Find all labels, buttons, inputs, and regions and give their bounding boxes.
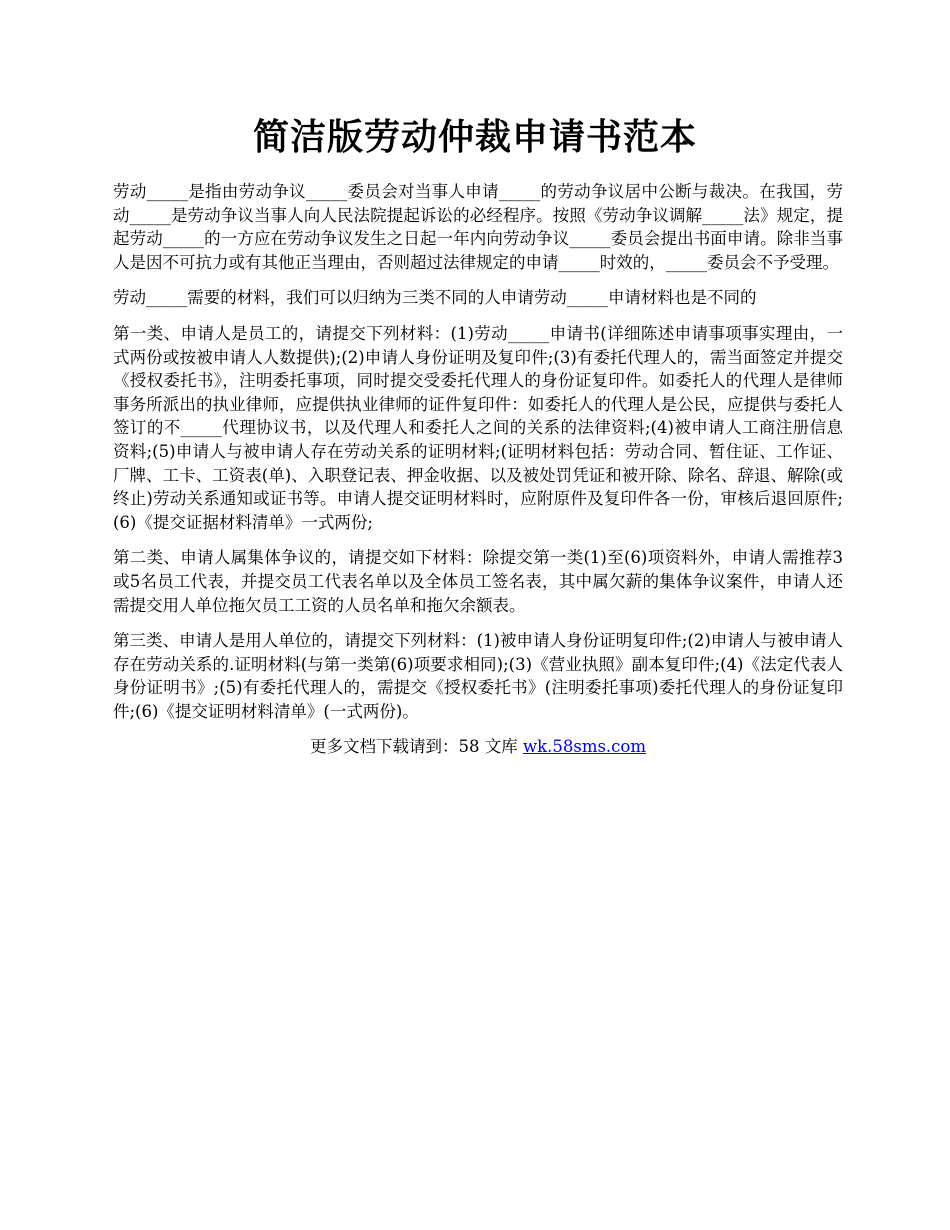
paragraph-category-employer: 第三类、申请人是用人单位的，请提交下列材料：(1)被申请人身份证明复印件;(2)申请人与被申请人存在劳动关系的.证明材料(与第一类第(6)项要求相同);(3)《营业执照》副本复印件;(4)《法定代表人身份证明书》;(5)有委托代理人的，需提交《授权委托书》(注明委托事项)委托代理人的身份证复印件;(6)《提交证明材料清单》(一式两份)。: [113, 631, 843, 721]
document-title: 简洁版劳动仲裁申请书范本: [252, 116, 697, 158]
document-body: [113, 180, 843, 759]
footer-prefix: 更多文档下载请到：58 文库: [309, 737, 523, 757]
paragraph-intro: 劳动_____是指由劳动争议_____委员会对当事人申请_____的劳动争议居中公断与裁决。在我国，劳动_____是劳动争议当事人向人民法院提起诉讼的必经程序。按照《劳动争议调解_____法》规定，提起劳动_____的一方应在劳动争议发生之日起一年内向劳动争议_____委员会提出书面申请。除非当事人是因不可抗力或有其他正当理由，否则超过法律规定的申请_____时效的，_____委员会不予受理。: [113, 182, 843, 272]
paragraph-materials-summary: 劳动_____需要的材料，我们可以归纳为三类不同的人申请劳动_____申请材料也是不同的: [113, 288, 757, 308]
footer-link[interactable]: wk.58sms.com: [522, 737, 646, 757]
download-footer: [113, 735, 843, 759]
paragraph-category-employee: 第一类、申请人是员工的，请提交下列材料：(1)劳动_____申请书(详细陈述申请事项事实理由，一式两份或按被申请人人数提供);(2)申请人身份证明及复印件;(3)有委托代理人的，需当面签定并提交《授权委托书》，注明委托事项，同时提交受委托代理人的身份证复印件。如委托人的代理人是律师事务所派出的执业律师，应提供执业律师的证件复印件：如委托人的代理人是公民，应提供与委托人签订的不_____代理协议书，以及代理人和委托人之间的关系的法律资料;(4)被申请人工商注册信息资料;(5)申请人与被申请人存在劳动关系的证明材料;(证明材料包括：劳动合同、暂住证、工作证、厂牌、工卡、工资表(单)、入职登记表、押金收据、以及被处罚凭证和被开除、除名、辞退、解除(或终止)劳动关系通知或证书等。申请人提交证明材料时，应附原件及复印件各一份，审核后退回原件;(6)《提交证据材料清单》一式两份;: [113, 323, 843, 532]
paragraph-category-collective: 第二类、申请人属集体争议的，请提交如下材料：除提交第一类(1)至(6)项资料外，申请人需推荐3或5名员工代表，并提交员工代表名单以及全体员工签名表，其中属欠薪的集体争议案件，申请人还需提交用人单位拖欠员工工资的人员名单和拖欠余额表。: [113, 548, 843, 615]
